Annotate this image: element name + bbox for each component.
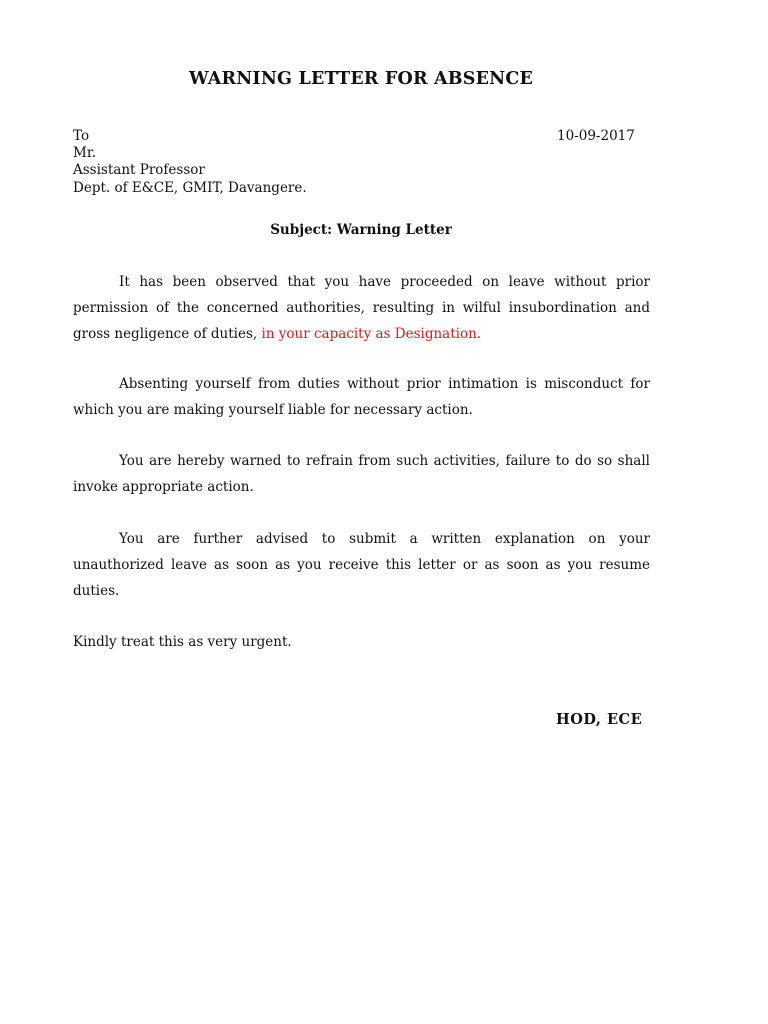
recipient-designation: Assistant Professor bbox=[73, 162, 205, 179]
paragraph-4: You are further advised to submit a written explanation on your unauthorized leave as soon as you receive this letter or as soon as you resume duties. bbox=[73, 531, 650, 599]
letter-title: WARNING LETTER FOR ABSENCE bbox=[188, 69, 534, 89]
paragraph-1-text: It has been observed that you have proceeded on leave without prior permission of the concerned authorities, resulting in wilful insubordination and gross negligence of duties, bbox=[73, 274, 650, 342]
signature: HOD, ECE bbox=[556, 711, 643, 728]
paragraph-3: You are hereby warned to refrain from such activities, failure to do so shall invoke appropriate action. bbox=[73, 453, 650, 495]
paragraph-1-highlight: in your capacity as Designation. bbox=[261, 325, 482, 342]
recipient-department: Dept. of E&CE, GMIT, Davangere. bbox=[73, 179, 307, 196]
paragraph-2: Absenting yourself from duties without prior intimation is misconduct for which you are making yourself liable for necessary action. bbox=[73, 376, 650, 418]
letter-subject: Subject: Warning Letter bbox=[270, 222, 452, 238]
recipient-address bbox=[73, 128, 307, 197]
recipient-name: Mr. bbox=[73, 145, 97, 162]
recipient-to: To bbox=[73, 128, 90, 144]
letter-date: 10-09-2017 bbox=[557, 128, 635, 144]
paragraph-1 bbox=[73, 270, 650, 347]
paragraph-5: Kindly treat this as very urgent. bbox=[73, 634, 292, 650]
